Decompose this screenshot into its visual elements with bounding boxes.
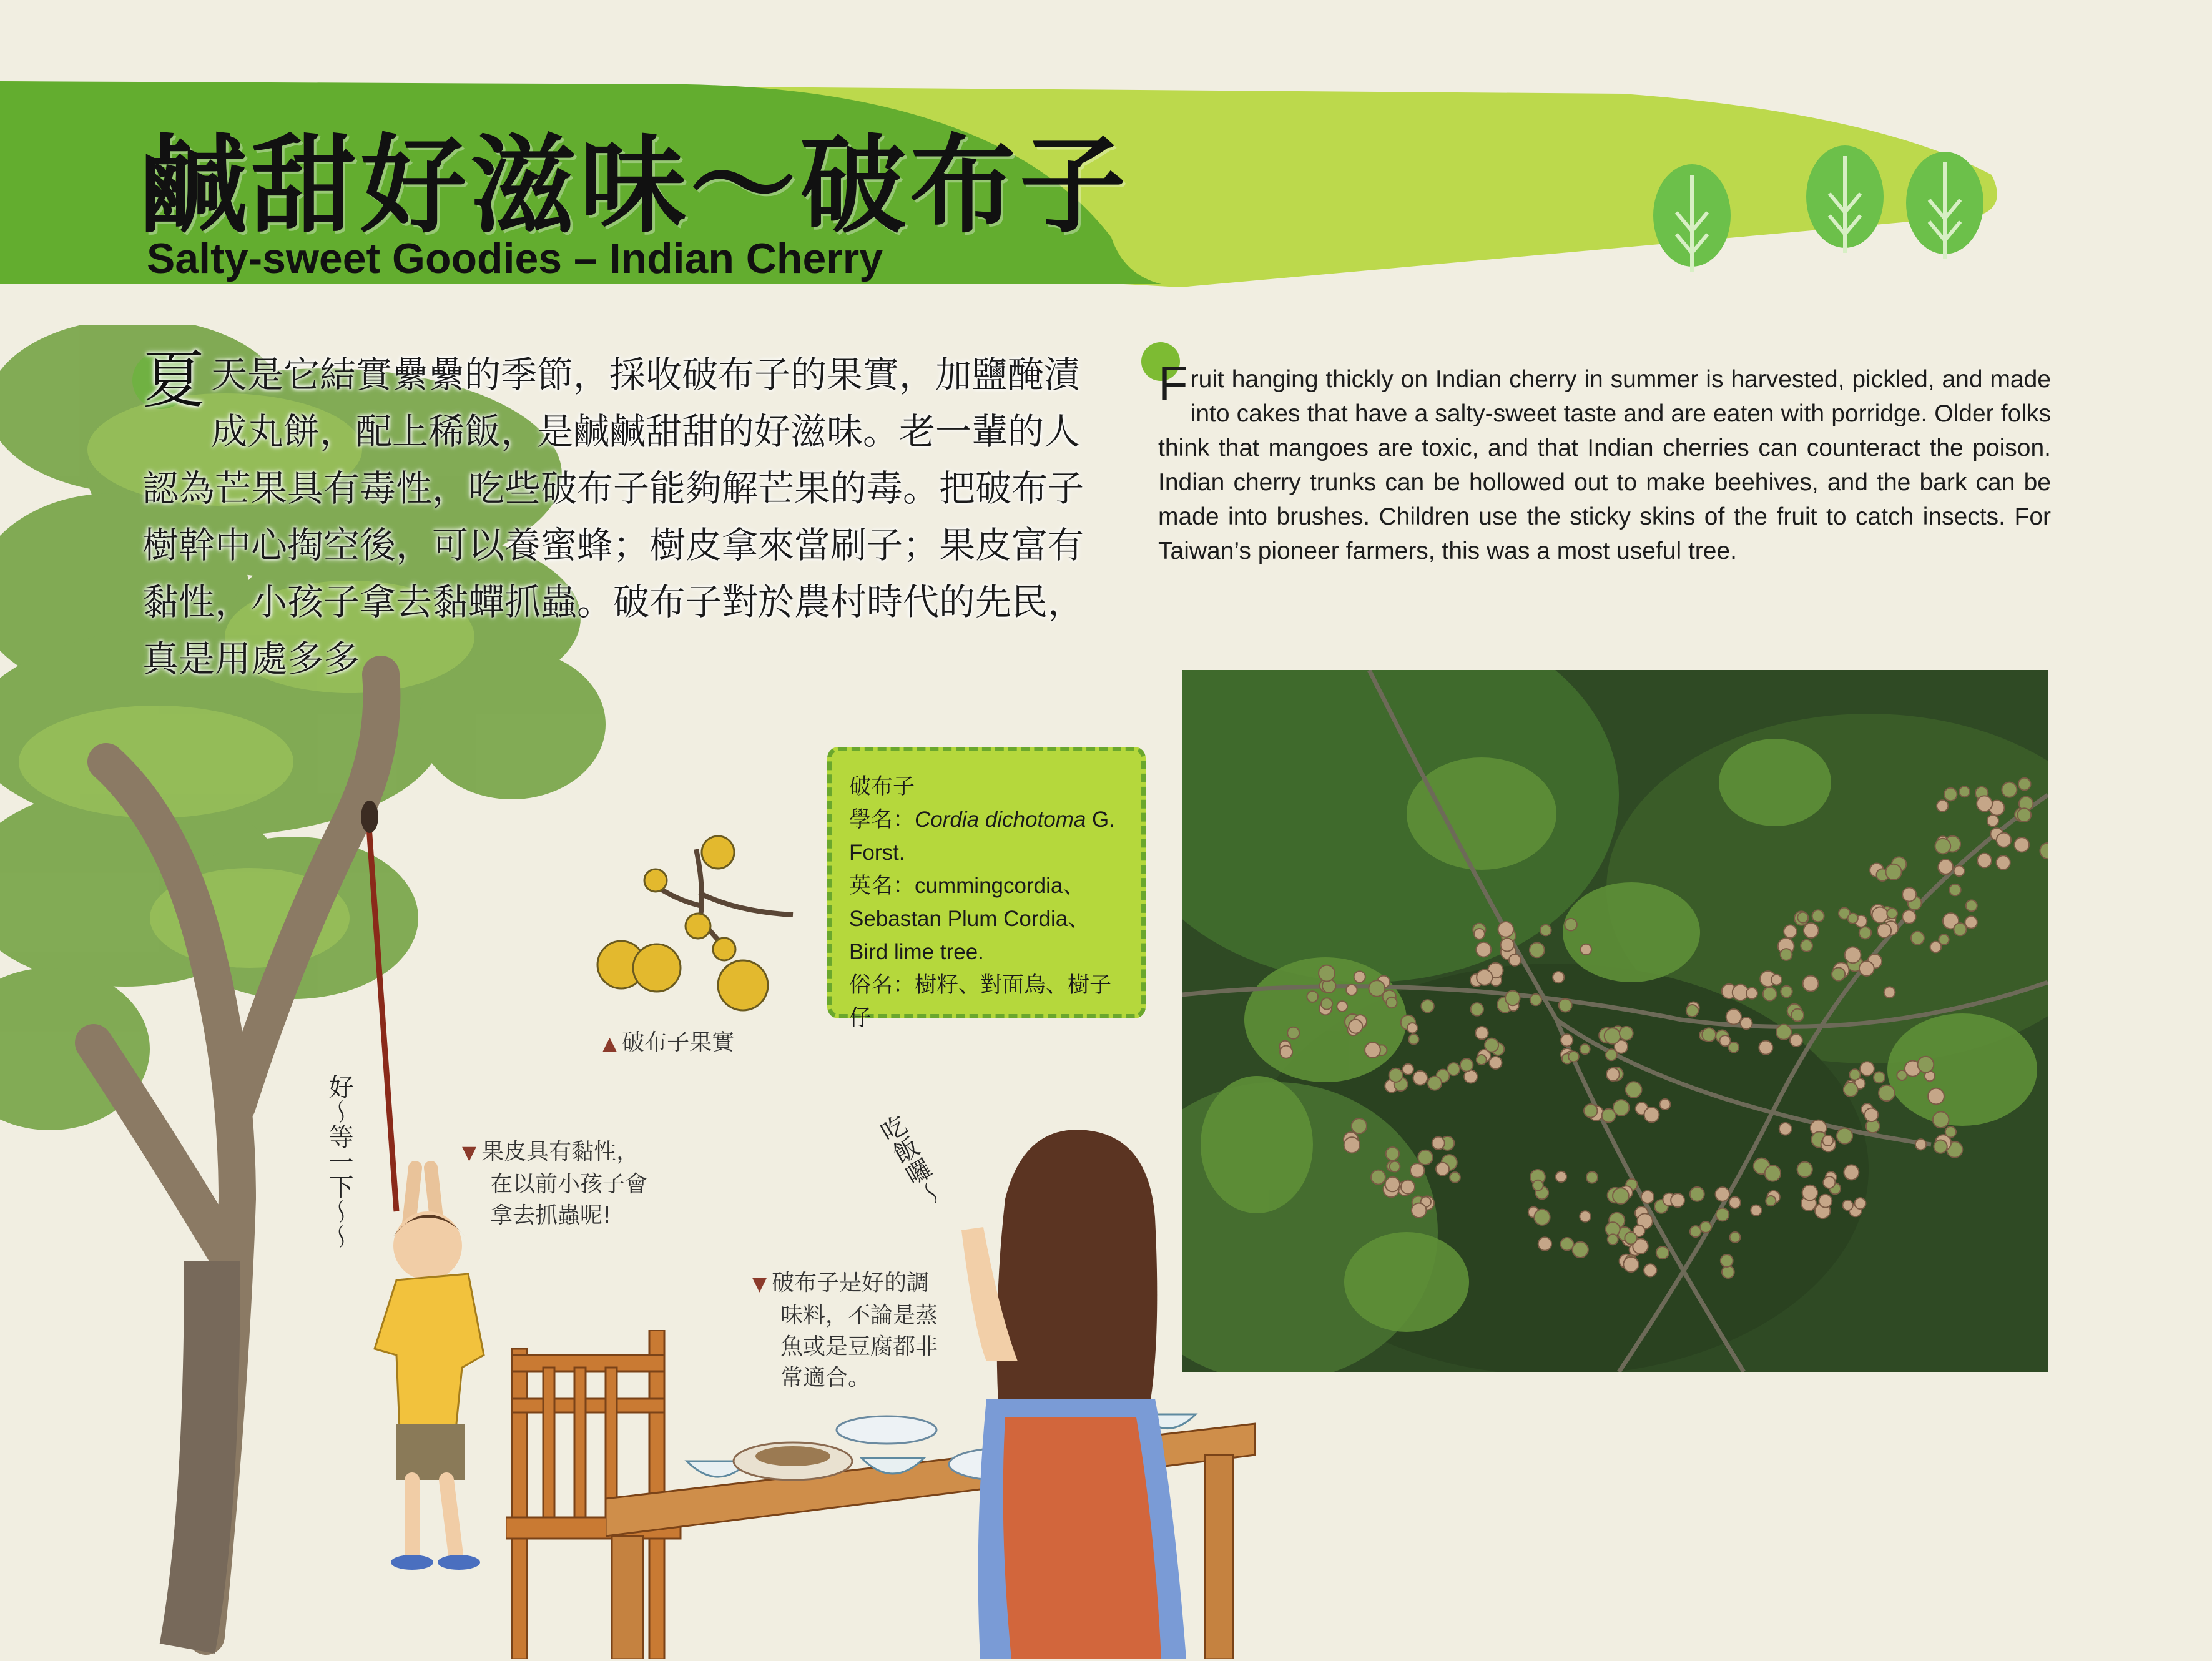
berry — [1568, 1052, 1579, 1062]
berry — [1656, 1246, 1669, 1259]
berry — [1966, 900, 1977, 911]
indian-cherry-photo — [1182, 670, 2048, 1372]
berry — [1371, 1170, 1385, 1185]
berry — [1845, 947, 1861, 963]
berry — [1842, 1200, 1852, 1210]
berry — [1977, 796, 1992, 811]
berry — [1700, 1221, 1711, 1233]
berry — [1902, 887, 1916, 901]
berry — [1556, 1171, 1566, 1182]
berry — [1872, 907, 1888, 923]
berry — [1447, 1063, 1460, 1075]
girl-speech: 吃飯囉～ — [873, 1111, 948, 1213]
berry — [1716, 1208, 1729, 1221]
berry — [1319, 965, 1335, 982]
berry — [1498, 922, 1513, 937]
berry — [2018, 778, 2031, 791]
berry — [1421, 1000, 1433, 1012]
berry — [1837, 1128, 1852, 1144]
english-name: 英名：cummingcordia、Sebastan Plum Cordia、Bird lime tree. — [849, 874, 1090, 964]
berry — [1412, 1203, 1426, 1218]
berry — [1561, 1034, 1573, 1046]
berry — [1790, 1034, 1802, 1047]
berry — [1944, 788, 1957, 801]
berry — [1959, 786, 1970, 797]
berry — [1730, 1232, 1741, 1243]
berry — [1797, 1162, 1812, 1177]
berry — [1365, 1042, 1380, 1058]
berry — [1436, 1163, 1449, 1176]
chinese-description-text: 天是它結實纍纍的季節，採收破布子的果實，加鹽醃漬成丸餅，配上稀飯，是鹹鹹甜甜的好滋味。老一輩的人認為芒果具有毒性，吃些破布子能夠解芒果的毒。把破布子樹幹中心掏空後，可以養蜜蜂；樹皮拿來當刷子；果皮富有黏性，小孩子拿去黏蟬抓蟲。破布子對於農村時代的先民，真是用處多多 — [142, 353, 1084, 680]
berry — [1885, 864, 1901, 880]
berry — [1321, 998, 1332, 1009]
berry — [1608, 1234, 1618, 1245]
berry — [1721, 1254, 1733, 1267]
berry — [1729, 1197, 1741, 1208]
berry — [1644, 1107, 1659, 1122]
berry — [1741, 1017, 1752, 1029]
berry — [1428, 1077, 1442, 1090]
berry — [1823, 1176, 1835, 1188]
berry — [1407, 1023, 1417, 1033]
berry — [1776, 1025, 1791, 1040]
berry — [1902, 910, 1915, 924]
berry — [1690, 1187, 1704, 1201]
berry — [1485, 1038, 1498, 1052]
berry — [1565, 919, 1577, 931]
berry — [1530, 942, 1545, 957]
berry — [1408, 1034, 1418, 1044]
berry — [1933, 1111, 1949, 1128]
berry — [1530, 994, 1541, 1005]
berry — [1671, 1193, 1684, 1207]
tofu-dish-icon — [837, 1416, 936, 1444]
berry — [1559, 999, 1572, 1012]
berry — [1771, 975, 1782, 985]
berry — [1719, 1035, 1730, 1046]
berry — [1860, 1062, 1874, 1075]
drop-cap: F — [1158, 356, 1188, 411]
boy-illustration — [362, 1155, 524, 1580]
berry — [1930, 942, 1941, 953]
berry — [1935, 839, 1950, 854]
page-title: 鹹甜好滋味～破布子 — [140, 123, 1130, 248]
triangle-down-icon: ▼ — [462, 1142, 477, 1164]
berry — [2002, 782, 2017, 797]
berry — [1307, 991, 1318, 1002]
berry — [1625, 1232, 1637, 1245]
berry — [1877, 924, 1891, 937]
berry — [1623, 1257, 1638, 1272]
berry — [1534, 1210, 1550, 1225]
cicada-icon — [361, 801, 378, 833]
berry — [1849, 1069, 1860, 1080]
berry — [1337, 1001, 1347, 1012]
berry — [1977, 854, 1992, 868]
berry — [1476, 942, 1491, 957]
berry — [1939, 859, 1953, 874]
berry — [1844, 1082, 1858, 1097]
berry — [1540, 925, 1551, 936]
berry — [1804, 923, 1819, 938]
berry — [1620, 1027, 1633, 1040]
berry — [1533, 1180, 1543, 1191]
berry — [1797, 912, 1808, 923]
berry — [1766, 1196, 1776, 1206]
berry — [1802, 1185, 1818, 1201]
berry — [1413, 1071, 1427, 1085]
berry — [1887, 908, 1897, 919]
berry — [1644, 1264, 1656, 1276]
berry — [1832, 968, 1845, 981]
fruit-caption: ▲ 破布子果實 — [602, 1030, 735, 1055]
berry — [1801, 940, 1812, 952]
english-description-text: ruit hanging thickly on Indian cherry in summer is harvested, pickled, and made into cakes that have a salty-sweet taste and are eaten with porridge. Older folks think that mangoes are toxic, and that Indian cherries can counteract the poison. Indian cherry trunks can be hollowed out to make beehives, and the bark can be made into brushes. Children use the sticky skins of the fruit to catch insects. For Taiwan’s pioneer farmers, this was a most useful tree. — [1158, 366, 2051, 564]
boy-speech: 好～等一下～～ — [325, 1074, 353, 1249]
berry — [1538, 1237, 1551, 1250]
berry — [1474, 929, 1485, 939]
berry — [1450, 1172, 1460, 1183]
berry — [1965, 916, 1977, 928]
berry — [1865, 1108, 1879, 1122]
berry — [1726, 1009, 1741, 1024]
berry — [1280, 1046, 1292, 1058]
berry — [1949, 884, 1960, 895]
berry — [1573, 1242, 1588, 1258]
seasoning-caption: ▼ 破布子是好的調 味料，不論是蒸 魚或是豆腐都非 常適合。 — [752, 1270, 938, 1391]
berry — [1354, 971, 1365, 982]
berry — [1819, 1195, 1832, 1208]
berry — [1386, 1147, 1399, 1160]
berry — [1763, 987, 1777, 1001]
berry — [1389, 1068, 1403, 1082]
scientific-name: 學名：Cordia dichotoma G. Forst. — [849, 807, 1116, 865]
berry — [1751, 1205, 1761, 1216]
berry — [1781, 986, 1792, 998]
berry — [1659, 1099, 1670, 1110]
berry — [1791, 1009, 1804, 1022]
berry — [1722, 1266, 1734, 1278]
berry — [1553, 972, 1564, 983]
berry — [1477, 1055, 1487, 1065]
berry — [1390, 1161, 1400, 1172]
berry — [1779, 1123, 1792, 1135]
berry — [1781, 949, 1792, 960]
fruit-illustration — [587, 824, 812, 1024]
berry — [1848, 914, 1858, 924]
english-description — [1158, 356, 2051, 568]
berry — [1477, 970, 1492, 985]
berry — [1432, 1137, 1445, 1150]
berry — [1505, 991, 1520, 1006]
berry — [1490, 1057, 1502, 1069]
berry — [1803, 976, 1819, 992]
berry — [1915, 1139, 1926, 1150]
species-info-box — [827, 747, 1146, 1030]
berry — [1385, 1177, 1400, 1191]
berry — [1580, 1211, 1591, 1222]
berry — [1606, 1068, 1620, 1081]
berry — [1613, 1188, 1629, 1204]
berry — [1369, 980, 1385, 997]
berry — [1874, 1072, 1885, 1083]
berry — [1746, 988, 1757, 999]
berry — [1349, 1020, 1362, 1033]
berry — [1584, 1104, 1597, 1117]
berry — [1613, 1100, 1630, 1116]
sticky-caption: ▼ 果皮具有黏性， 在以前小孩子會 拿去抓蟲呢! — [462, 1139, 648, 1228]
girl-illustration — [949, 1124, 1230, 1659]
berry — [1352, 1118, 1367, 1133]
berry — [1580, 1044, 1590, 1054]
berry — [1812, 910, 1824, 922]
chinese-description — [142, 343, 1091, 688]
berry — [1884, 987, 1895, 998]
berry — [1911, 932, 1924, 945]
berry — [1690, 1226, 1701, 1237]
berry — [1561, 1238, 1574, 1251]
berry — [1386, 997, 1397, 1008]
berry — [1702, 1028, 1716, 1042]
berry — [1859, 927, 1871, 939]
berry — [1934, 1140, 1947, 1153]
berry — [1997, 855, 2010, 869]
berry — [1759, 1041, 1772, 1055]
berry — [1344, 1137, 1360, 1153]
berry — [1460, 1058, 1473, 1072]
berry — [2015, 837, 2029, 852]
berry — [1403, 1064, 1413, 1075]
berry — [1822, 1135, 1833, 1146]
berry — [1945, 1126, 1956, 1137]
berry — [1581, 944, 1591, 955]
berry — [1765, 1165, 1781, 1181]
berry — [1287, 1027, 1299, 1039]
berry — [1641, 1191, 1654, 1203]
berry — [1509, 954, 1521, 966]
berry — [1501, 938, 1514, 951]
triangle-icon: ▲ — [602, 1033, 617, 1055]
berry — [1401, 1180, 1415, 1194]
berry — [1987, 815, 1998, 826]
berry — [1937, 800, 1948, 811]
berry — [1917, 1057, 1934, 1073]
triangle-down-icon: ▼ — [752, 1273, 767, 1295]
species-name: 破布子 — [849, 774, 915, 799]
berry — [2017, 808, 2031, 822]
drop-cap: 夏 — [142, 343, 205, 416]
berry — [1605, 1028, 1621, 1044]
berry — [1471, 1003, 1483, 1015]
berry — [1859, 961, 1874, 976]
berry — [1410, 1163, 1424, 1177]
berry — [1928, 1088, 1944, 1105]
berry — [1854, 1198, 1865, 1209]
berry — [1879, 1085, 1895, 1102]
berry — [1346, 985, 1357, 995]
berry — [1586, 1171, 1598, 1183]
berry — [1418, 1150, 1432, 1165]
berry — [1954, 865, 1965, 876]
page-subtitle: Salty-sweet Goodies – Indian Cherry — [147, 235, 883, 282]
berry — [1716, 1187, 1730, 1201]
berry — [1844, 1165, 1859, 1180]
berry — [1686, 1005, 1698, 1017]
berry — [1954, 923, 1966, 935]
berry — [1784, 925, 1797, 938]
berry — [1997, 833, 2011, 847]
common-name: 俗名：樹籽、對面烏、樹子仔 — [849, 973, 1112, 1030]
berry — [1626, 1082, 1642, 1098]
berry — [1475, 1027, 1488, 1039]
